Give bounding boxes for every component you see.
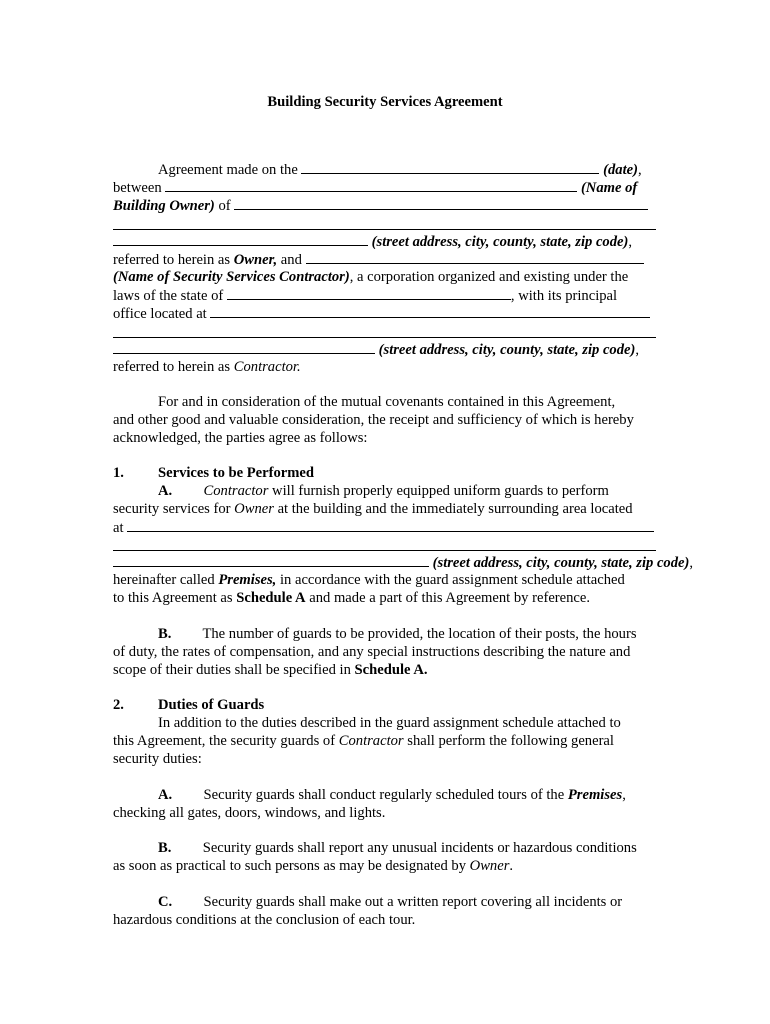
referred-contractor-line: referred to herein as Contractor. <box>113 359 301 375</box>
laws-state-line: laws of the state of , with its principal <box>113 288 618 304</box>
owner-address-blank-1[interactable] <box>234 196 648 210</box>
consideration-line-2: and other good and valuable consideration, the receipt and sufficiency of which is hereby <box>113 412 634 428</box>
section-1b-line-1: B. The number of guards to be provided, the location of their posts, the hours <box>158 626 637 642</box>
document-title: Building Security Services Agreement <box>267 94 503 110</box>
section-1b-line-3: scope of their duties shall be specified in Schedule A. <box>113 662 428 678</box>
section-1-heading: Services to be Performed <box>158 465 315 481</box>
premises-at-line: at <box>113 518 654 537</box>
owner-name-blank[interactable] <box>165 178 577 192</box>
state-blank[interactable] <box>227 286 511 300</box>
schedule-a-line: to this Agreement as Schedule A and made a part of this Agreement by reference. <box>113 590 591 606</box>
section-2a-line-2: checking all gates, doors, windows, and lights. <box>113 805 386 821</box>
section-2-intro-3: security duties: <box>113 751 202 767</box>
referred-owner-line: referred to herein as Owner, and <box>113 250 644 269</box>
section-2-intro-1: In addition to the duties described in the guard assignment schedule attached to <box>158 715 621 731</box>
owner-address-blank-3[interactable] <box>113 232 368 246</box>
section-2c-line-2: hazardous conditions at the conclusion of each tour. <box>113 912 416 928</box>
contractor-corp-line: (Name of Security Services Contractor), a corporation organized and existing under the <box>113 269 629 285</box>
premises-address-blank-3[interactable] <box>113 553 429 567</box>
section-2b-line-2: as soon as practical to such persons as may be designated by Owner. <box>113 858 514 874</box>
section-1a-line-1: A. Contractor will furnish properly equipped uniform guards to perform <box>158 483 609 499</box>
owner-address-line: (street address, city, county, state, zip code), <box>113 232 632 251</box>
office-address-blank-2[interactable] <box>113 337 656 338</box>
hereinafter-line: hereinafter called Premises, in accordance with the guard assignment schedule attached <box>113 572 625 588</box>
section-2-number: 2. <box>113 697 124 713</box>
agreement-date-line: Agreement made on the (date), <box>158 162 642 178</box>
section-1a-line-2: security services for Owner at the building and the immediately surrounding area located <box>113 501 633 517</box>
consideration-line-3: acknowledged, the parties agree as follows: <box>113 430 368 446</box>
office-address-blank-1[interactable] <box>210 304 650 318</box>
consideration-line-1: For and in consideration of the mutual covenants contained in this Agreement, <box>158 394 616 410</box>
contractor-name-blank[interactable] <box>306 250 644 264</box>
owner-address-blank-2[interactable] <box>113 229 656 230</box>
premises-address-blank-1[interactable] <box>127 518 654 532</box>
premises-address-line: (street address, city, county, state, zip code), <box>113 553 693 572</box>
between-line: between (Name of <box>113 180 638 196</box>
contractor-address-line: (street address, city, county, state, zip code), <box>113 340 639 359</box>
section-2a-line-1: A. Security guards shall conduct regularly scheduled tours of the Premises, <box>158 787 626 803</box>
section-2c-line-1: C. Security guards shall make out a written report covering all incidents or <box>158 894 623 910</box>
premises-address-blank-2[interactable] <box>113 550 656 551</box>
section-1b-line-2: of duty, the rates of compensation, and any special instructions describing the nature and <box>113 644 631 660</box>
owner-of-line: Building Owner) of <box>113 196 648 215</box>
section-2-heading: Duties of Guards <box>158 697 265 713</box>
date-blank[interactable] <box>301 160 599 174</box>
section-1-number: 1. <box>113 465 124 481</box>
office-line: office located at <box>113 304 650 323</box>
office-address-blank-3[interactable] <box>113 340 375 354</box>
section-2b-line-1: B. Security guards shall report any unusual incidents or hazardous conditions <box>158 840 637 856</box>
section-2-intro-2: this Agreement, the security guards of Contractor shall perform the following general <box>113 733 614 749</box>
